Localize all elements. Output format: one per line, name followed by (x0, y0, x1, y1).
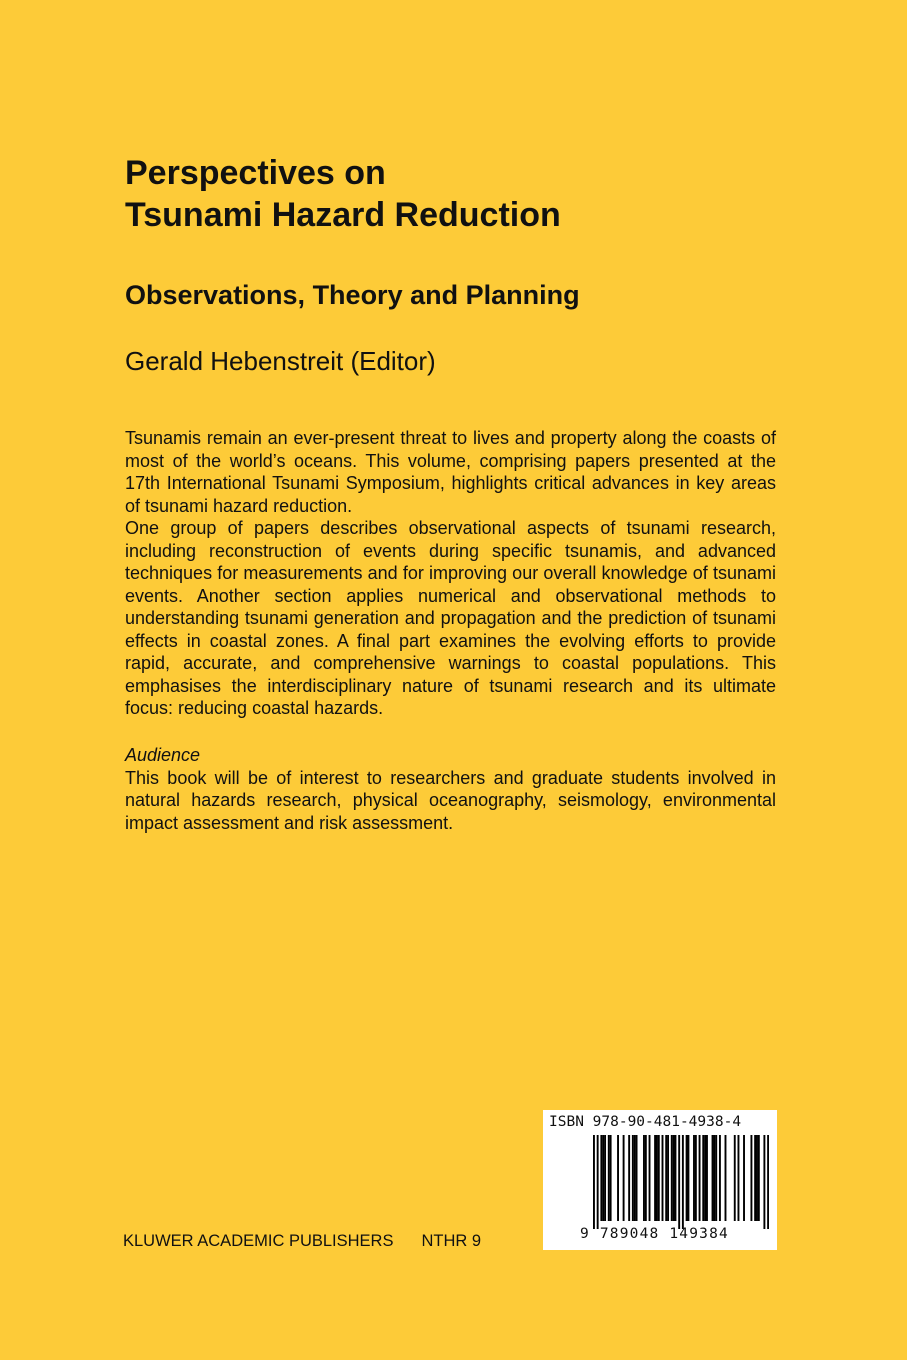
barcode-bar (719, 1135, 721, 1221)
barcode-bar (743, 1135, 745, 1221)
barcode-bar (738, 1135, 740, 1221)
barcode-bar (678, 1135, 680, 1229)
barcode-bar (687, 1135, 689, 1221)
barcode-bar (756, 1135, 758, 1221)
barcode-bar (671, 1135, 673, 1221)
barcode-bar (758, 1135, 760, 1221)
barcode-bar (636, 1135, 638, 1221)
barcode-bar (686, 1135, 688, 1221)
barcode-bar (600, 1135, 602, 1221)
barcode-bar (754, 1135, 756, 1221)
isbn-label: ISBN 978-90-481-4938-4 (549, 1114, 742, 1130)
barcode-digits: 9 789048 149384 (580, 1226, 729, 1242)
barcode-bar (693, 1135, 695, 1221)
isbn-barcode (543, 1110, 777, 1250)
barcode-bar (767, 1135, 769, 1229)
barcode-bar (643, 1135, 645, 1221)
barcode-bar (699, 1135, 701, 1221)
barcode-bar (597, 1135, 599, 1229)
barcode-bar (715, 1135, 717, 1221)
barcode-bar (673, 1135, 675, 1221)
barcode-bar (656, 1135, 658, 1221)
description (125, 427, 776, 720)
barcode-bar (628, 1135, 630, 1221)
barcode-bar (695, 1135, 697, 1221)
barcode-bar (623, 1135, 625, 1221)
barcode-bar (675, 1135, 677, 1221)
barcode-bar (649, 1135, 651, 1221)
barcode-bar (704, 1135, 706, 1221)
barcode-bars (593, 1135, 769, 1229)
series-code: NTHR 9 (421, 1232, 482, 1250)
audience-section (125, 744, 776, 834)
barcode-bar (750, 1135, 752, 1221)
title-line-1: Perspectives on (125, 154, 386, 192)
barcode-bar (712, 1135, 714, 1221)
barcode-bar (713, 1135, 715, 1221)
description-paragraph-2: One group of papers describes observational aspects of tsunami research, including reconstruction of events during specific tsunamis, and advanced techniques for measurements and for improving our overall knowledge of tsunami events. Another section applies numerical and observational methods to understanding tsunami generation and propagation and the prediction of tsunami effects in coastal zones. A final part examines the evolving efforts to provide rapid, accurate, and comprehensive warnings to coastal populations. This emphasises the interdisciplinary nature of tsunami research and its ultimate focus: reducing coastal hazards. (125, 518, 776, 718)
barcode-bar (702, 1135, 704, 1221)
editor-credit: Gerald Hebenstreit (Editor) (125, 346, 436, 376)
barcode-bar (608, 1135, 610, 1221)
barcode-bar (610, 1135, 612, 1221)
barcode-bar (734, 1135, 736, 1221)
audience-text: This book will be of interest to researchers and graduate students involved in natural hazards research, physical oceanography, seismology, environmental impact assessment and risk assessment. (125, 767, 776, 833)
barcode-bar (662, 1135, 664, 1221)
description-paragraph-1: Tsunamis remain an ever-present threat to lives and property along the coasts of most of the world’s oceans. This volume, comprising papers presented at the 17th International Tsunami Symposium, highlights critical advances in key areas of tsunami hazard reduction. (125, 428, 776, 516)
title-line-2: Tsunami Hazard Reduction (125, 196, 561, 234)
audience-heading: Audience (125, 745, 201, 765)
publisher-name: KLUWER ACADEMIC PUBLISHERS (123, 1232, 394, 1250)
barcode-bar (706, 1135, 708, 1221)
barcode-bar (632, 1135, 634, 1221)
barcode-bar (617, 1135, 619, 1221)
barcode-bar (667, 1135, 669, 1221)
barcode-bar (593, 1135, 595, 1229)
barcode-bar (634, 1135, 636, 1221)
book-subtitle: Observations, Theory and Planning (125, 280, 580, 310)
barcode-bar (665, 1135, 667, 1221)
barcode-bar (645, 1135, 647, 1221)
barcode-bar (682, 1135, 684, 1229)
book-title (125, 152, 785, 236)
barcode-bar (763, 1135, 765, 1229)
barcode-bar (602, 1135, 604, 1221)
barcode-bar (604, 1135, 606, 1221)
barcode-bar (658, 1135, 660, 1221)
barcode-bar (654, 1135, 656, 1221)
publisher-footer (123, 1232, 481, 1251)
barcode-bar (725, 1135, 727, 1221)
